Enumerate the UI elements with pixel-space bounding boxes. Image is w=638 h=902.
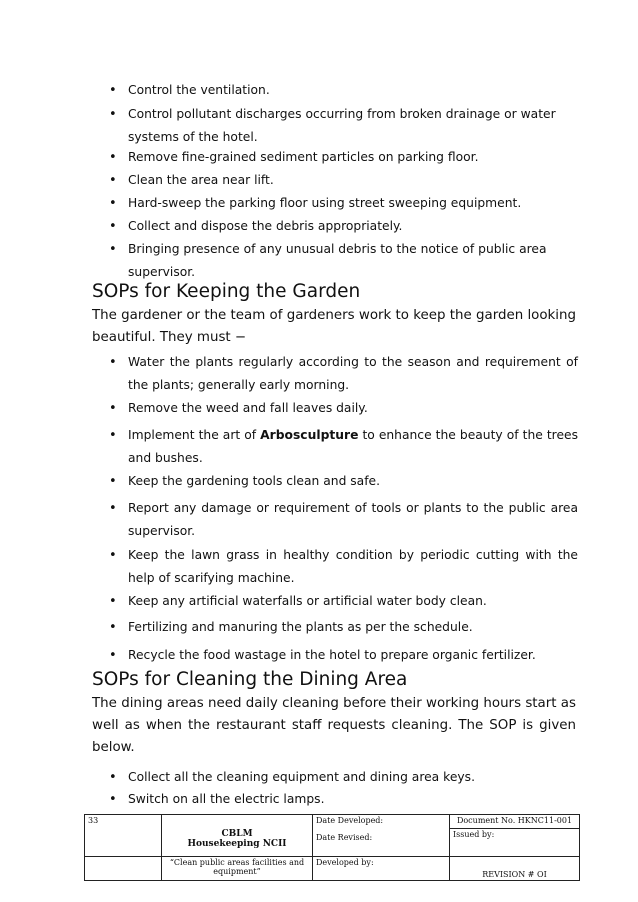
section-heading-dining: SOPs for Cleaning the Dining Area — [92, 669, 408, 690]
list-item-emphasis: Arbosculpture — [260, 428, 359, 442]
garden-intro: The gardener or the team of gardeners work to keep the garden looking beautiful. They must − — [92, 308, 577, 345]
document-number: Document No. HKNC11-001 — [450, 815, 580, 829]
page-number: 33 — [85, 815, 162, 857]
section-heading-garden: SOPs for Keeping the Garden — [92, 281, 361, 302]
list-item: • Switch on all the electric lamps. — [128, 788, 578, 811]
list-item: • Water the plants regularly according to the season and requirement of the plants; generally early morning. — [128, 351, 578, 397]
developed-by: Developed by: — [313, 857, 450, 881]
course-title: Housekeeping NCII — [187, 839, 287, 849]
date-cell — [313, 815, 450, 857]
org-title: CBLM — [221, 829, 253, 839]
list-item-text: to enhance the beauty of the trees and bushes. — [128, 428, 578, 465]
list-item: • Fertilizing and manuring the plants as per the schedule. — [128, 616, 578, 639]
revision-number: REVISION # OI — [450, 857, 580, 881]
list-item: • Clean the area near lift. — [128, 169, 578, 192]
list-item: • Remove fine-grained sediment particles on parking floor. — [128, 146, 578, 169]
issued-by: Issued by: — [450, 829, 580, 857]
list-item: • Keep the gardening tools clean and safe. — [128, 470, 578, 493]
list-item: • Collect and dispose the debris appropriately. — [128, 215, 578, 238]
list-item: • Hard-sweep the parking floor using street sweeping equipment. — [128, 192, 578, 215]
list-item — [128, 424, 578, 470]
blank-cell — [85, 857, 162, 881]
list-item: • Keep the lawn grass in healthy condition by periodic cutting with the help of scarifying machine. — [128, 544, 578, 590]
date-revised: Date Revised: — [316, 833, 373, 842]
list-item: • Collect all the cleaning equipment and dining area keys. — [128, 766, 578, 789]
list-item-text: Implement the art of — [128, 428, 261, 442]
cblm-title-cell — [162, 815, 313, 857]
list-item: • Bringing presence of any unusual debris to the notice of public area supervisor. — [128, 238, 578, 284]
document-footer — [84, 814, 580, 881]
list-item: • Control the ventilation. — [128, 79, 578, 102]
list-item: • Remove the weed and fall leaves daily. — [128, 397, 578, 420]
module-title: “Clean public areas facilities and equipment” — [162, 857, 313, 881]
list-item: • Control pollutant discharges occurring from broken drainage or water systems of the hotel. — [128, 103, 578, 149]
list-item: • Keep any artificial waterfalls or artificial water body clean. — [128, 590, 578, 613]
date-developed: Date Developed: — [316, 816, 384, 825]
dining-intro: The dining areas need daily cleaning before their working hours start as well as when the restaurant staff requests cleaning. The SOP is given below. — [92, 696, 576, 755]
list-item: • Recycle the food wastage in the hotel to prepare organic fertilizer. — [128, 644, 578, 667]
list-item: • Report any damage or requirement of tools or plants to the public area supervisor. — [128, 497, 578, 543]
